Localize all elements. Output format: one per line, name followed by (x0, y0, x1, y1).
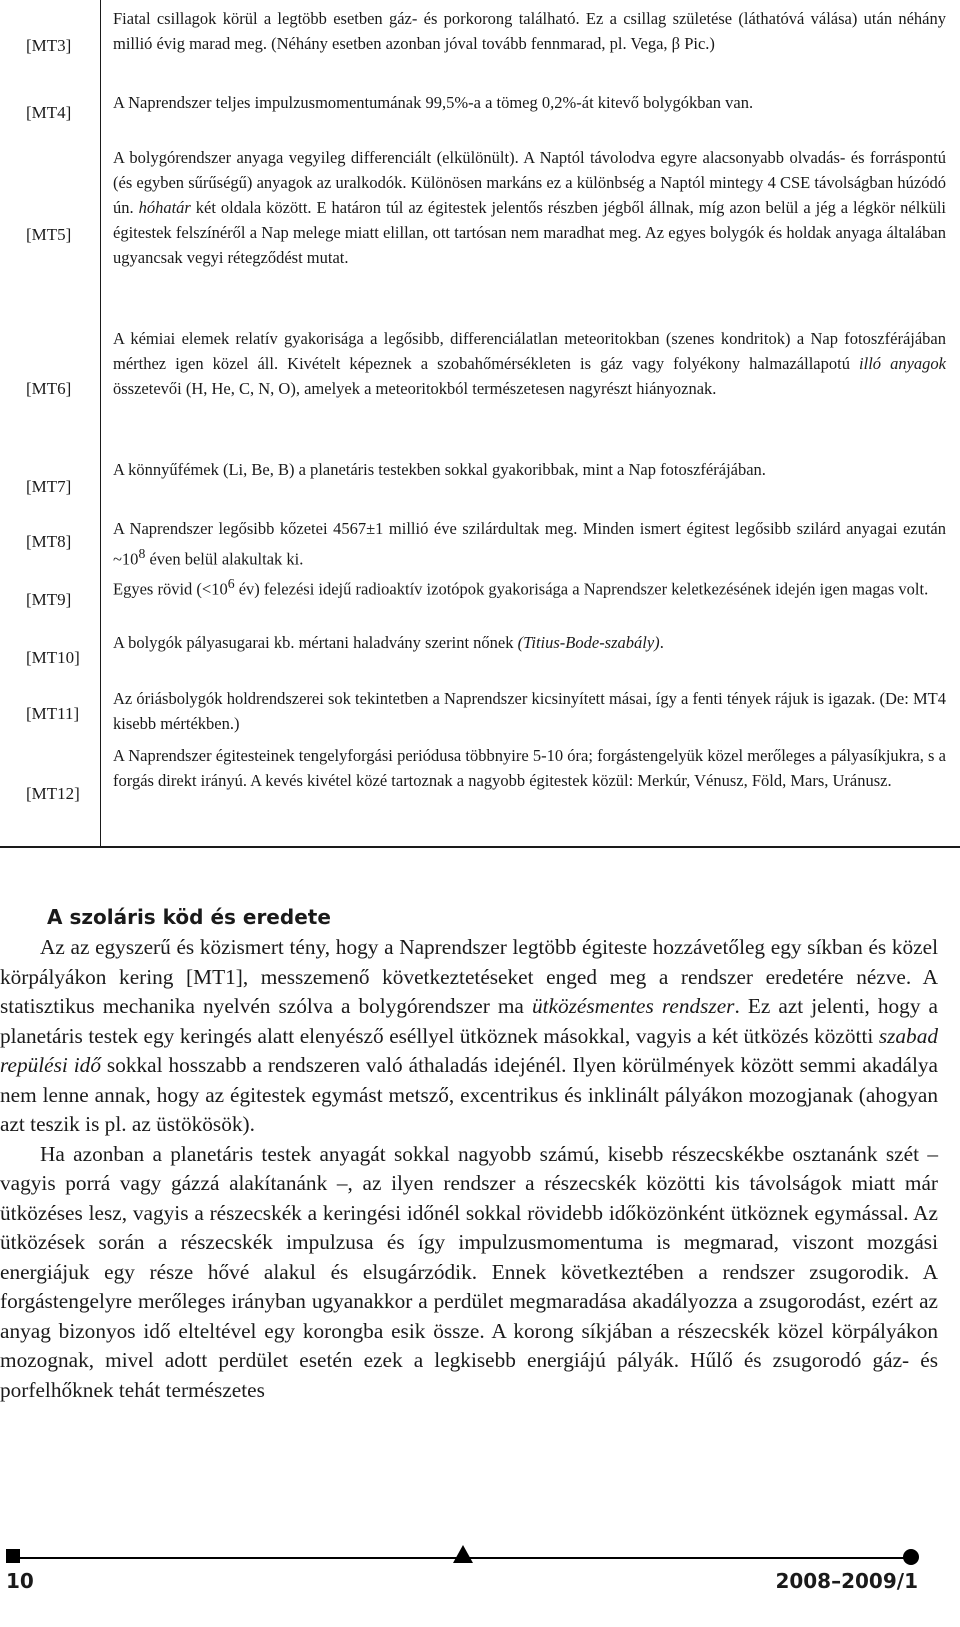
fact-tag: [MT9] (26, 590, 72, 609)
fact-text: A Naprendszer égitesteinek tengelyforgási periódusa többnyire 5-10 óra; forgástengelyük közel merőleges a pályasíkjukra, s a forgás direkt irányú. A kevés kivétel közé tartoznak a nagyobb égitestek közül: Merkúr, Vénusz, Föld, Mars, Uránusz. (113, 746, 946, 790)
table-row (0, 739, 960, 846)
paragraph: Ha azonban a planetáris testek anyagát sokkal nagyobb számú, kisebb részecskékbe osztanánk szét – vagyis porrá vagy gázzá alakítanánk –, az ilyen rendszer a részecskék közötti kis távolságok miatt már ütközéses lesz, vagyis a részecskék a keringési időnél sokkal rövidebb időközönként ütköznek egymással. Az ütközések során a részecskék impulzusa és így impulzusmomentuma is megmarad, viszont mozgási energiájuk egy része hővé alakul és elsugárzódik. Ennek következtében a rendszer zsugorodik. A forgástengelyre merőleges irányban ugyanakkor a perdület megmaradása akadályozza a zsugorodást, ezért az anyag bizonyos idő elteltével egy korongba esik össze. A korong síkjában a részecskék közel körpályákon mozognak, mivel adott perdület esetén ezek a legkisebb energiájú pályák. Hűlő és zsugorodó gáz- és porfelhőknek tehát természetes (0, 1141, 938, 1402)
table-row (0, 88, 960, 142)
fact-tag: [MT3] (26, 36, 72, 55)
issue-label: 2008–2009/1 (775, 1569, 918, 1593)
fact-tag: [MT6] (26, 379, 72, 398)
fact-text: A bolygórendszer anyaga vegyileg differenciált (elkülönült). A Naptól távolodva egyre alacsonyabb olvadás- és forráspontú (és egyben sűrűségű) anyagok az uralkodók. Különösen markáns ez a különbség a Naptól mintegy 4 CSE távolságban húzódó ún. hóhatár két oldala között. E határon túl az égitestek jelentős részben jégből állnak, míg azon belül a jég a légkör nélküli égitestek felszínéről a Nap melege miatt elillan, ott tartósan nem maradhat meg. Az egyes bolygók és holdak anyaga általában ugyancsak vegyi rétegződést mutat. (113, 148, 946, 267)
fact-text: A bolygók pályasugarai kb. mértani haladvány szerint nőnek (Titius-Bode-szabály). (113, 633, 664, 652)
fact-text: A Naprendszer legősibb kőzetei 4567±1 millió éve szilárdultak meg. Minden ismert égitest legősibb szilárd anyagai ezután $\sim 10^8$ éven belül alakultak ki. (113, 519, 946, 569)
fact-text: A kémiai elemek relatív gyakorisága a legősibb, differenciálatlan meteoritokban (szenes kondritok) a Nap fotoszférájában mérthez igen közel áll. Kivételt képeznek a szobahőmérsékleten is gáz vagy folyékony halmazállapotú illó anyagok összetevői (H, He, C, N, O), amelyek a meteoritokból természetesen nagyrészt hiányoznak. (113, 329, 947, 398)
fact-text: A Naprendszer teljes impulzusmomentumának 99,5%-a a tömeg 0,2%-át kitevő bolygókban van. (113, 93, 754, 112)
footer-circle-mark (903, 1549, 919, 1565)
table-row (0, 569, 960, 626)
fact-text: Egyes rövid ($<10^6$ év) felezési idejű radioaktív izotópok gyakorisága a Naprendszer keletkezésének idején igen magas volt. (113, 576, 929, 599)
body-text (0, 933, 938, 1405)
table-row (0, 512, 960, 569)
fact-tag: [MT11] (26, 704, 80, 723)
table-row (0, 323, 960, 451)
footer-triangle-mark (453, 1545, 473, 1563)
fact-text: Fiatal csillagok körül a legtöbb esetben gáz- és porkorong található. Ez a csillag születése (láthatóvá válása) után néhány millió évig marad meg. (Néhány esetben azonban jóval tovább fennmarad, pl. Vega, β Pic.) (113, 9, 946, 53)
fact-tag: [MT8] (26, 532, 72, 551)
table-row (0, 451, 960, 512)
fact-tag: [MT12] (26, 784, 80, 803)
fact-text: Az óriásbolygók holdrendszerei sok tekintetben a Naprendszer kicsinyített másai, így a fenti tények rájuk is igazak. (De: MT4 kisebb mértékben.) (113, 689, 946, 733)
table-row (0, 682, 960, 739)
fact-tag: [MT5] (26, 225, 72, 244)
table-row (0, 142, 960, 323)
paragraph: Az az egyszerű és közismert tény, hogy a Naprendszer legtöbb égiteste hozzávetőleg egy síkban és közel körpályákon kering [MT1], messzemenő következtetéseket enged meg a rendszer eredetére nézve. A statisztikus mechanika nyelvén szólva a bolygórendszer ma ütközésmentes rendszer. Ez azt jelenti, hogy a planetáris testek egy keringés alatt elenyésző eséllyel ütköznek másokkal, vagyis a két ütközés közötti szabad repülési idő sokkal hosszabb a rendszeren való áthaladás idejénél. Ilyen körülmények között semmi akadálya nem lenne annak, hogy az égitestek egymást metsző, excentrikus és inklinált pályákon mozogjanak (ahogyan azt teszik is pl. az üstökösök). (0, 935, 939, 1136)
table-row (0, 0, 960, 88)
fact-tag: [MT4] (26, 103, 72, 122)
fact-tag: [MT10] (26, 648, 80, 667)
page-number: 10 (6, 1569, 34, 1593)
section-title: A szoláris köd és eredete (47, 905, 331, 929)
footer-square-mark (6, 1549, 20, 1563)
table-bottom-rule (0, 846, 960, 848)
fact-text: A könnyűfémek (Li, Be, B) a planetáris testekben sokkal gyakoribbak, mint a Nap fotoszférájában. (113, 460, 766, 479)
table-row (0, 626, 960, 682)
fact-tag: [MT7] (26, 477, 72, 496)
